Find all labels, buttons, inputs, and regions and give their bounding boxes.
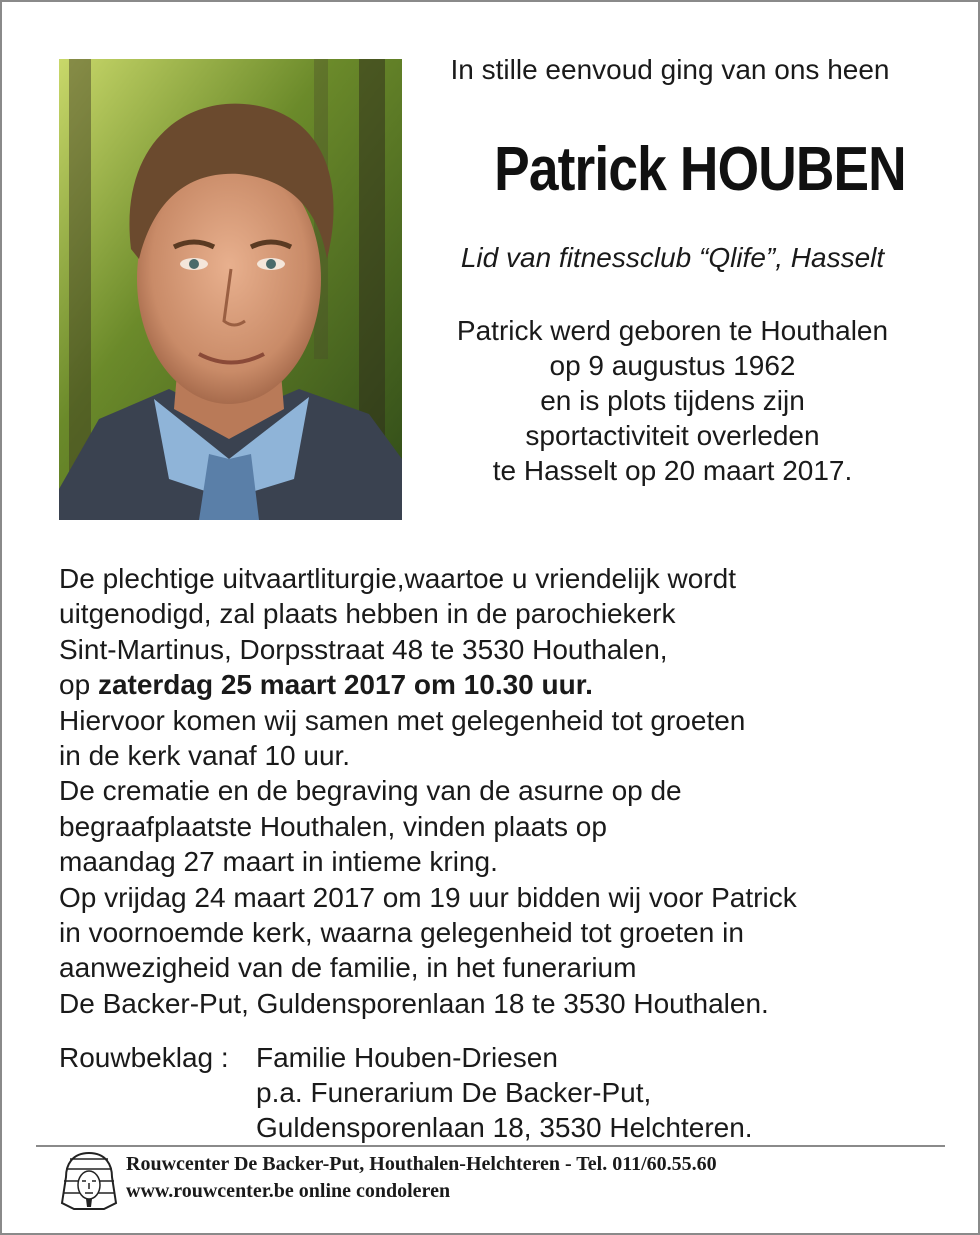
bio-line: op 9 augustus 1962 — [549, 350, 796, 381]
biography — [420, 313, 925, 488]
footer-divider — [36, 1145, 945, 1147]
mourning-row — [59, 1040, 939, 1075]
body-line: begraafplaatste Houthalen, vinden plaats op — [59, 810, 607, 842]
body-line: in voornoemde kerk, waarna gelegenheid tot groeten in — [59, 917, 744, 949]
body-line: Sint-Martinus, Dorpsstraat 48 te 3530 Houthalen, — [59, 633, 668, 665]
funeral-details — [59, 561, 939, 1021]
body-line: De crematie en de begraving van de asurne op de — [59, 775, 682, 807]
mourning-line: Guldensporenlaan 18, 3530 Helchteren. — [256, 1112, 753, 1143]
body-line: uitgenodigd, zal plaats hebben in de parochiekerk — [59, 598, 676, 630]
portrait-photo — [59, 59, 402, 520]
footer — [126, 1151, 946, 1205]
mourning-label: Rouwbeklag : — [59, 1042, 229, 1073]
mourning-family: Familie Houben-Driesen — [256, 1042, 558, 1073]
mourning-line: p.a. Funerarium De Backer-Put, — [256, 1077, 652, 1108]
footer-contact: Rouwcenter De Backer-Put, Houthalen-Helchteren - Tel. 011/60.55.60 — [126, 1153, 717, 1175]
body-line: in de kerk vanaf 10 uur. — [59, 740, 351, 772]
funeral-date: zaterdag 25 maart 2017 om 10.30 uur. — [97, 669, 593, 701]
body-line: maandag 27 maart in intieme kring. — [59, 846, 498, 878]
bio-line: sportactiviteit overleden — [525, 420, 820, 451]
bio-line: Patrick werd geboren te Houthalen — [456, 315, 889, 346]
body-line: De plechtige uitvaartliturgie,waartoe u vriendelijk wordt — [59, 563, 737, 594]
body-line: Hiervoor komen wij samen met gelegenheid tot groeten — [59, 704, 746, 736]
body-line: aanwezigheid van de familie, in het funerarium — [59, 952, 637, 984]
date-prefix: op — [59, 669, 98, 701]
bio-line: en is plots tijdens zijn — [540, 385, 805, 416]
footer-website: www.rouwcenter.be online condoleren — [126, 1180, 451, 1202]
body-line: De Backer-Put, Guldensporenlaan 18 te 3530 Houthalen. — [59, 987, 769, 1019]
mourning-address — [59, 1040, 939, 1145]
body-line: Op vrijdag 24 maart 2017 om 19 uur bidden wij voor Patrick — [59, 881, 797, 913]
body-line-date — [59, 667, 939, 702]
deceased-name: Patrick HOUBEN — [494, 135, 906, 204]
intro-line: In stille eenvoud ging van ons heen — [450, 54, 890, 85]
bio-line: te Hasselt op 20 maart 2017. — [492, 455, 853, 486]
pharaoh-head-icon — [60, 1151, 118, 1211]
membership-line: Lid van fitnessclub “Qlife”, Hasselt — [460, 242, 885, 273]
